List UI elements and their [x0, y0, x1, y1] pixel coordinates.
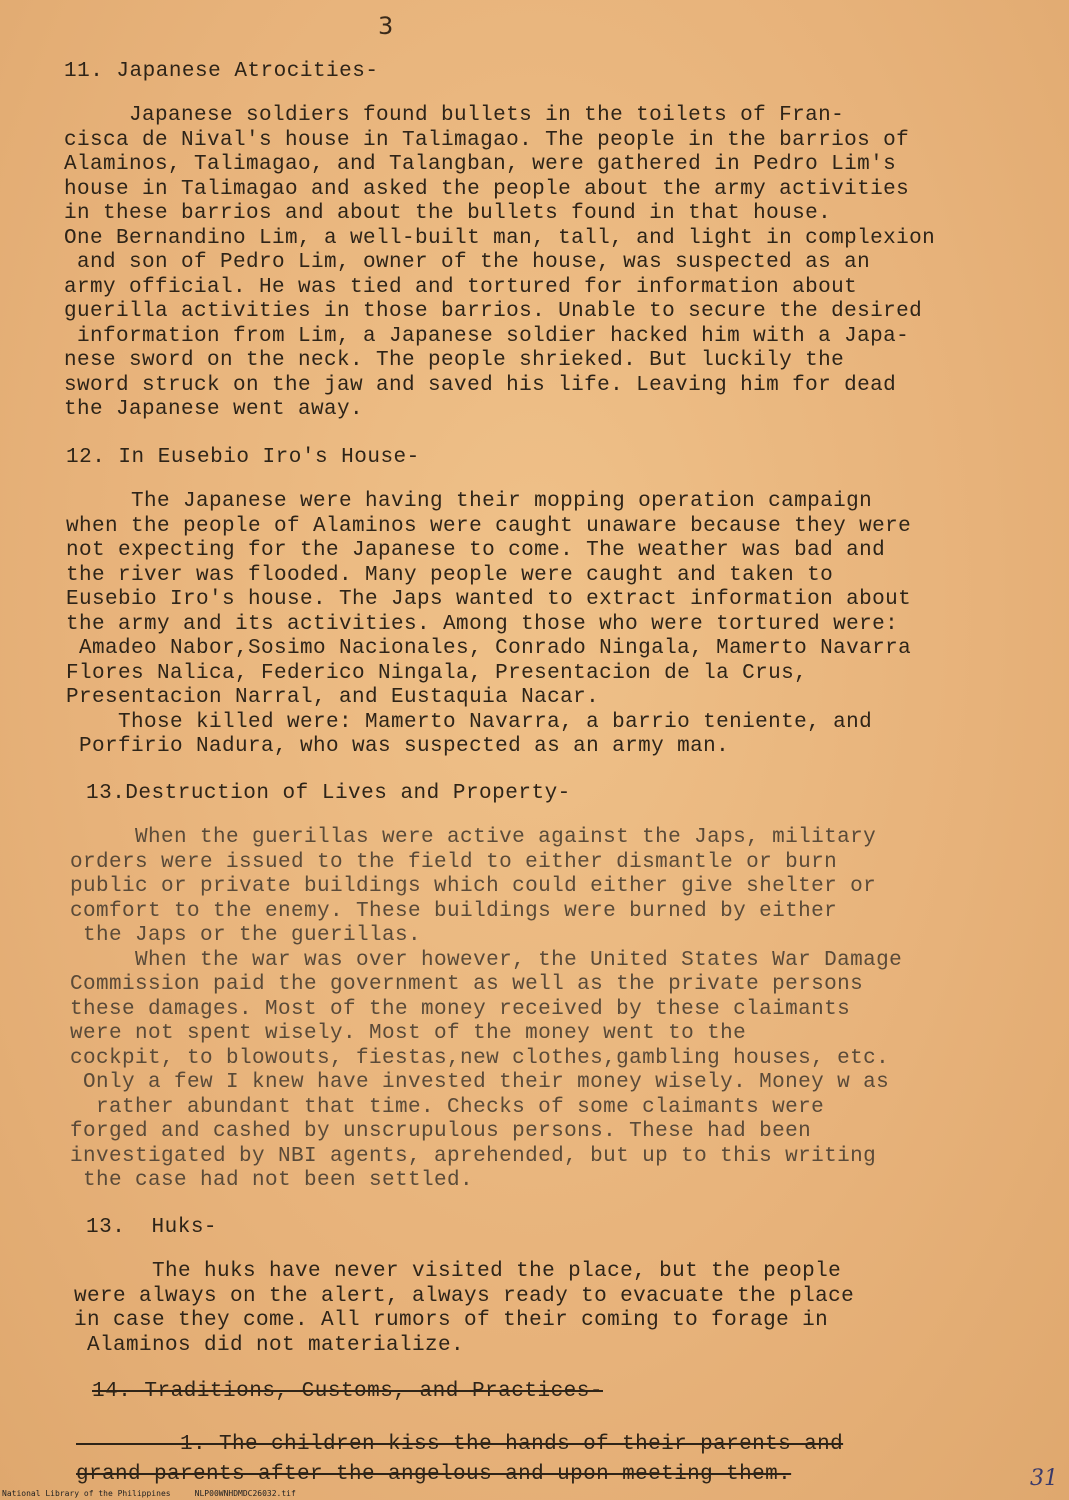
text-line: guerilla activities in those barrios. Unable to secure the desired: [64, 300, 923, 323]
text-line: Japanese soldiers found bullets in the toilets of Fran-: [64, 104, 845, 127]
text-line: 1. The children kiss the hands of their parents and: [76, 1433, 844, 1456]
text-line: were not spent wisely. Most of the money went to the: [70, 1022, 747, 1045]
text-line: not expecting for the Japanese to come. The weather was bad and: [66, 539, 886, 562]
file-id: NLP00WNHDMDC26032.tif: [194, 1489, 296, 1498]
text-line: orders were issued to the field to either dismantle or burn: [70, 850, 838, 874]
text-line: in these barrios and about the bullets found in that house.: [64, 202, 832, 225]
text-line: Amadeo Nabor,Sosimo Nacionales, Conrado Ningala, Mamerto Navarra: [66, 637, 912, 660]
text-line: Only a few I knew have invested their money wisely. Money w as: [70, 1071, 890, 1094]
text-line: army official. He was tied and tortured for information about: [64, 275, 858, 299]
text-line: nese sword on the neck. The people shrieked. But luckily the: [64, 349, 845, 372]
text-line: comfort to the enemy. These buildings were burned by either: [70, 899, 838, 923]
text-line: When the guerillas were active against the Japs, military: [70, 826, 877, 849]
text-line: the river was flooded. Many people were caught and taken to: [66, 563, 834, 587]
text-line: Those killed were: Mamerto Navarra, a barrio teniente, and: [66, 710, 873, 734]
page-number: 3: [378, 12, 394, 40]
text-line: investigated by NBI agents, aprehended, but up to this writing: [70, 1144, 877, 1168]
text-line: when the people of Alaminos were caught unaware because they were: [66, 514, 912, 538]
text-line: cockpit, to blowouts, fiestas,new clothes,gambling houses, etc.: [70, 1046, 890, 1070]
text-line: the army and its activities. Among those who were tortured were:: [66, 612, 899, 636]
handwritten-page-number: 31: [1030, 1466, 1058, 1491]
section-13-destruction-heading: 13.Destruction of Lives and Property-: [86, 782, 571, 805]
text-line: rather abundant that time. Checks of some claimants were: [70, 1095, 825, 1119]
text-line: public or private buildings which could either give shelter or: [70, 875, 877, 898]
text-line: cisca de Nival's house in Talimagao. The people in the barrios of: [64, 128, 910, 152]
text-line: house in Talimagao and asked the people about the army activities: [64, 177, 910, 201]
text-line: Alaminos did not materialize.: [74, 1333, 465, 1357]
section-13-destruction-body: [70, 826, 902, 1194]
text-line: information from Lim, a Japanese soldier hacked him with a Japa-: [64, 324, 910, 348]
text-line: The huks have never visited the place, but the people: [74, 1260, 842, 1283]
text-line: the case had not been settled.: [70, 1169, 474, 1192]
archive-footer: [2, 1489, 296, 1498]
text-line: grand parents after the angelous and upon meeting them.: [76, 1463, 792, 1486]
text-line: Eusebio Iro's house. The Japs wanted to extract information about: [66, 588, 912, 611]
section-14-body-struck: [76, 1430, 843, 1490]
text-line: forged and cashed by unscrupulous persons. These had been: [70, 1120, 812, 1143]
section-13-huks-heading: 13. Huks-: [86, 1216, 218, 1239]
archive-label: National Library of the Philippines: [2, 1489, 171, 1498]
text-line: and son of Pedro Lim, owner of the house, was suspected as an: [64, 251, 871, 274]
section-12-body: [66, 490, 911, 760]
text-line: sword struck on the jaw and saved his life. Leaving him for dead: [64, 373, 897, 397]
text-line: When the war was over however, the United States War Damage: [70, 948, 903, 972]
text-line: One Bernandino Lim, a well-built man, tall, and light in complexion: [64, 226, 936, 250]
text-line: Porfirio Nadura, who was suspected as an army man.: [66, 735, 730, 758]
text-line: were always on the alert, always ready to evacuate the place: [74, 1284, 855, 1308]
section-11-heading: 11. Japanese Atrocities-: [64, 60, 379, 83]
text-line: the Japanese went away.: [64, 398, 364, 421]
text-line: Flores Nalica, Federico Ningala, Presentacion de la Crus,: [66, 661, 808, 685]
section-13-huks-body: [74, 1260, 854, 1358]
section-12-heading: 12. In Eusebio Iro's House-: [66, 446, 420, 469]
text-line: Alaminos, Talimagao, and Talangban, were gathered in Pedro Lim's: [64, 153, 897, 176]
text-line: The Japanese were having their mopping operation campaign: [66, 490, 873, 513]
text-line: Presentacion Narral, and Eustaquia Nacar.: [66, 686, 600, 709]
text-line: in case they come. All rumors of their coming to forage in: [74, 1309, 829, 1332]
text-line: Commission paid the government as well as the private persons: [70, 973, 864, 996]
text-line: the Japs or the guerillas.: [70, 924, 422, 947]
text-line: these damages. Most of the money received by these claimants: [70, 997, 851, 1021]
section-14-heading-struck: 14. Traditions, Customs, and Practices-: [92, 1380, 603, 1403]
section-11-body: [64, 104, 935, 423]
